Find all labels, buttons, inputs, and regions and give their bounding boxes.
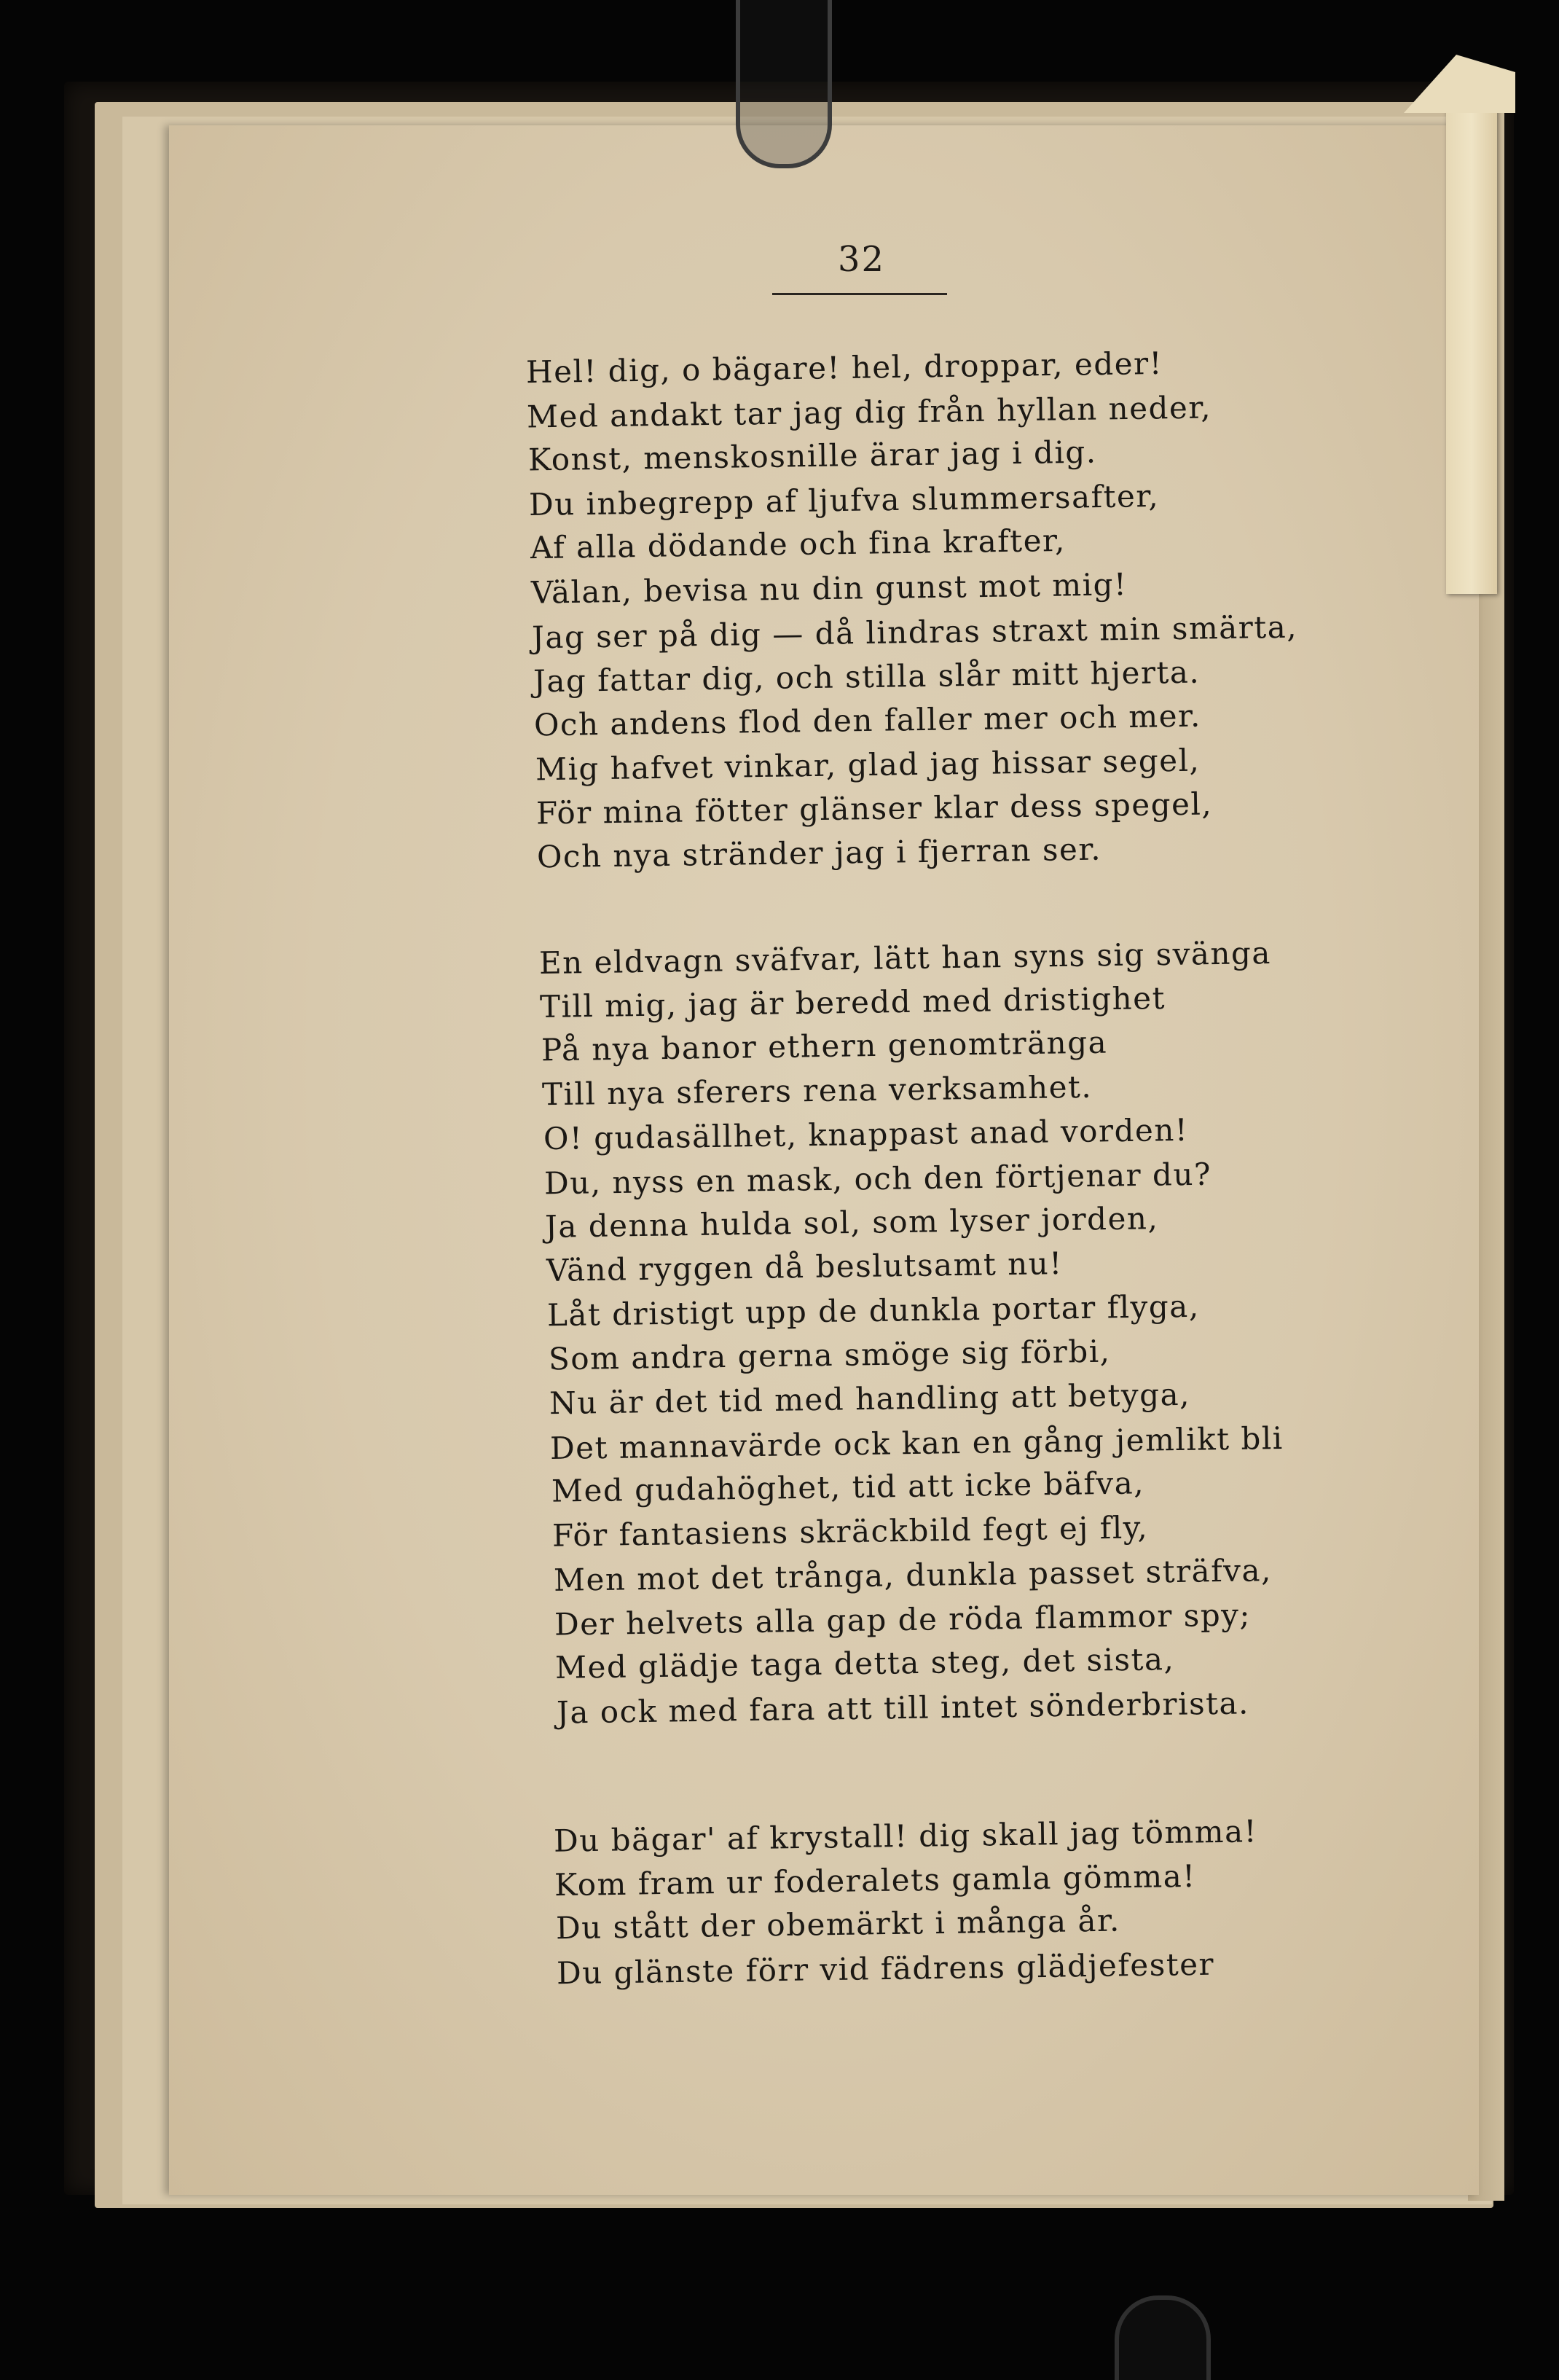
poem-line: En eldvagn sväfvar, lätt han syns sig svänga bbox=[538, 934, 1272, 982]
poem-line: Med glädje taga detta steg, det sista, bbox=[555, 1641, 1176, 1686]
poem-line: Kom fram ur foderalets gamla gömma! bbox=[554, 1858, 1197, 1903]
poem-line: Till nya sferers rena verksamhet. bbox=[541, 1068, 1093, 1112]
poem-line: Vänd ryggen då beslutsamt nu! bbox=[546, 1245, 1063, 1288]
poem-line: Välan, bevisa nu din gunst mot mig! bbox=[530, 565, 1128, 611]
poem-line: Till mig, jag är beredd med dristighet bbox=[540, 979, 1166, 1025]
poem-line: Och andens flod den faller mer och mer. bbox=[533, 697, 1202, 743]
poem-line: Med andakt tar jag dig från hyllan neder, bbox=[527, 388, 1212, 435]
poem-line: Jag fattar dig, och stilla slår mitt hjerta. bbox=[533, 654, 1201, 699]
poem-line: För mina fötter glänser klar dess spegel, bbox=[535, 786, 1213, 831]
poem-line: Der helvets alla gap de röda flammor spy; bbox=[554, 1596, 1252, 1643]
poem-line: Mig hafvet vinkar, glad jag hissar segel, bbox=[535, 742, 1201, 787]
poem-line: O! gudasällhet, knappast anad vorden! bbox=[543, 1111, 1189, 1157]
poem-line: Du stått der obemärkt i många år. bbox=[555, 1902, 1120, 1946]
poem-line: Med gudahöghet, tid att icke bäfva, bbox=[551, 1465, 1145, 1509]
poem-line: Ja denna hulda sol, som lyser jorden, bbox=[545, 1200, 1159, 1245]
page-clip-top bbox=[736, 0, 832, 168]
poem-line: Du glänste förr vid fädrens glädjefester bbox=[556, 1946, 1215, 1991]
paper-bookmark bbox=[1446, 84, 1497, 594]
poem-line: Du inbegrepp af ljufva slummersafter, bbox=[528, 477, 1160, 522]
page-clip-bottom bbox=[1115, 2295, 1211, 2380]
poem-line: Låt dristigt upp de dunkla portar flyga, bbox=[546, 1288, 1201, 1334]
poem-line: Af alla dödande och fina krafter, bbox=[530, 522, 1066, 566]
poem-line: För fantasiens skräckbild fegt ej fly, bbox=[551, 1508, 1149, 1554]
poem-line: Du, nyss en mask, och den förtjenar du? bbox=[543, 1156, 1212, 1201]
poem-line: Nu är det tid med handling att betyga, bbox=[549, 1376, 1191, 1422]
poem-line: Det mannavärde ock kan en gång jemlikt bli bbox=[550, 1420, 1284, 1466]
poem-line: Men mot det trånga, dunkla passet sträfva, bbox=[553, 1552, 1272, 1598]
poem-line: Hel! dig, o bägare! hel, droppar, eder! bbox=[525, 345, 1163, 391]
poem-line: På nya banor ethern genomtränga bbox=[541, 1024, 1108, 1068]
poem-line: Du bägar' af krystall! dig skall jag tömma! bbox=[553, 1813, 1258, 1859]
poem-line: Som andra gerna smöge sig förbi, bbox=[548, 1333, 1111, 1377]
header-rule bbox=[772, 293, 947, 295]
poem-line: Ja ock med fara att till intet sönderbrista. bbox=[556, 1684, 1249, 1731]
poem-line: Konst, menskosnille ärar jag i dig. bbox=[527, 434, 1097, 478]
poem-line: Och nya stränder jag i fjerran ser. bbox=[537, 831, 1102, 874]
page-number: 32 bbox=[838, 239, 886, 280]
poem-line: Jag ser på dig — då lindras straxt min smärta, bbox=[532, 608, 1298, 656]
